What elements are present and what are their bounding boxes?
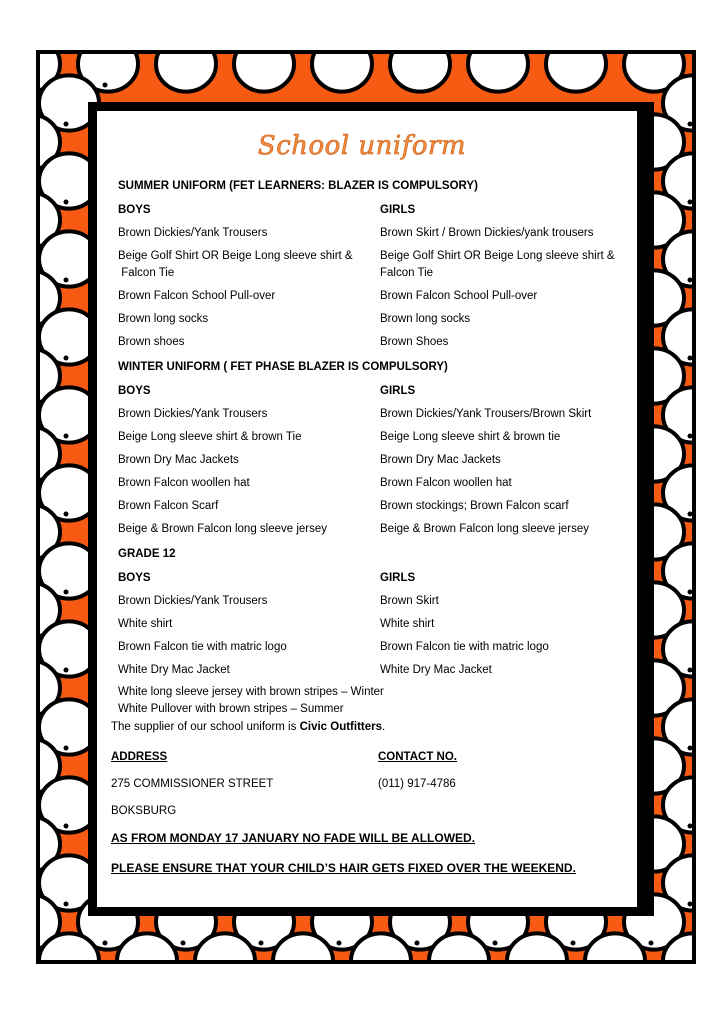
small-dot: [64, 122, 69, 127]
address-line1: 275 COMMISSIONER STREET: [111, 778, 274, 790]
summer-boys-item: Falcon Tie: [118, 267, 175, 279]
polka-dot: [312, 54, 372, 92]
summer-boys-label: BOYS: [118, 204, 151, 216]
address-line2: BOKSBURG: [111, 805, 177, 817]
small-dot: [64, 824, 69, 829]
summer-boys-item: Brown shoes: [118, 336, 185, 348]
polka-dot: [468, 54, 528, 92]
supplier-prefix: The supplier of our school uniform is: [111, 721, 300, 733]
contact-phone: (011) 917-4786: [378, 778, 456, 790]
small-dot: [64, 512, 69, 517]
winter-boys-item: Beige Long sleeve shirt & brown Tie: [118, 431, 302, 443]
small-dot: [337, 941, 342, 946]
small-dot: [103, 941, 108, 946]
small-dot: [259, 941, 264, 946]
summer-girls-item: Brown Skirt / Brown Dickies/yank trousers: [380, 227, 594, 239]
grade12-boys-item: White Dry Mac Jacket: [118, 664, 230, 676]
grade12-boys-item: Brown Falcon tie with matric logo: [118, 641, 287, 653]
contact-label: CONTACT NO.: [378, 751, 458, 763]
winter-boys-item: Brown Falcon woollen hat: [118, 477, 250, 489]
small-dot: [64, 434, 69, 439]
small-dot: [64, 200, 69, 205]
winter-girls-item: Beige Long sleeve shirt & brown tie: [380, 431, 561, 443]
small-dot: [649, 941, 654, 946]
small-dot: [181, 941, 186, 946]
small-dot: [64, 746, 69, 751]
winter-boys-item: Brown Dickies/Yank Trousers: [118, 408, 268, 420]
grade12-jersey-winter: White long sleeve jersey with brown stripes – Winter: [118, 686, 384, 698]
winter-girls-item: Brown Falcon woollen hat: [380, 477, 512, 489]
grade12-boys-item: Brown Dickies/Yank Trousers: [118, 595, 268, 607]
winter-boys-item: Beige & Brown Falcon long sleeve jersey: [118, 523, 328, 535]
summer-boys-item: Brown Dickies/Yank Trousers: [118, 227, 268, 239]
summer-girls-item: Brown Shoes: [380, 336, 449, 348]
grade12-girls-item: Brown Skirt: [380, 595, 439, 607]
summer-boys-item: Brown long socks: [118, 313, 209, 325]
polka-dot: [390, 54, 450, 92]
supplier-line: [111, 719, 385, 735]
polka-dot: [234, 54, 294, 92]
summer-girls-item: Beige Golf Shirt OR Beige Long sleeve shirt &: [380, 250, 615, 262]
grade12-girls-label: GIRLS: [380, 572, 416, 584]
supplier-name: Civic Outfitters: [299, 721, 382, 733]
small-dot: [64, 278, 69, 283]
grade12-girls-item: White Dry Mac Jacket: [380, 664, 492, 676]
grade12-boys-item: White shirt: [118, 618, 173, 630]
small-dot: [64, 668, 69, 673]
winter-boys-label: BOYS: [118, 385, 151, 397]
supplier-suffix: .: [382, 721, 386, 733]
winter-girls-item: Brown stockings; Brown Falcon scarf: [380, 500, 569, 512]
winter-girls-item: Beige & Brown Falcon long sleeve jersey: [380, 523, 590, 535]
small-dot: [571, 941, 576, 946]
winter-heading: WINTER UNIFORM ( FET PHASE BLAZER IS COMPULSORY): [118, 361, 448, 373]
summer-boys-item: Beige Golf Shirt OR Beige Long sleeve shirt &: [118, 250, 353, 262]
small-dot: [493, 941, 498, 946]
winter-boys-item: Brown Falcon Scarf: [118, 500, 219, 512]
summer-heading: SUMMER UNIFORM (FET LEARNERS: BLAZER IS COMPULSORY): [118, 180, 478, 192]
small-dot: [64, 590, 69, 595]
small-dot: [64, 902, 69, 907]
page-title: School uniform: [257, 131, 467, 161]
summer-boys-item: Brown Falcon School Pull-over: [118, 290, 276, 302]
small-dot: [103, 83, 108, 88]
winter-girls-item: Brown Dickies/Yank Trousers/Brown Skirt: [380, 408, 592, 420]
summer-girls-item: Brown long socks: [380, 313, 471, 325]
winter-girls-item: Brown Dry Mac Jackets: [380, 454, 501, 466]
grade12-boys-label: BOYS: [118, 572, 151, 584]
notice-fade: AS FROM MONDAY 17 JANUARY NO FADE WILL BE ALLOWED.: [111, 831, 476, 845]
address-label: ADDRESS: [111, 751, 168, 763]
winter-boys-item: Brown Dry Mac Jackets: [118, 454, 239, 466]
summer-girls-item: Brown Falcon School Pull-over: [380, 290, 538, 302]
summer-girls-label: GIRLS: [380, 204, 416, 216]
polka-dot: [546, 54, 606, 92]
grade12-heading: GRADE 12: [118, 548, 176, 560]
polka-dot: [156, 54, 216, 92]
small-dot: [64, 356, 69, 361]
grade12-girls-item: Brown Falcon tie with matric logo: [380, 641, 549, 653]
grade12-girls-item: White shirt: [380, 618, 435, 630]
small-dot: [415, 941, 420, 946]
notice-hair: PLEASE ENSURE THAT YOUR CHILD’S HAIR GETS FIXED OVER THE WEEKEND.: [111, 861, 576, 875]
summer-girls-item: Falcon Tie: [380, 267, 434, 279]
winter-girls-label: GIRLS: [380, 385, 416, 397]
grade12-pullover-summer: White Pullover with brown stripes – Summer: [118, 703, 344, 715]
